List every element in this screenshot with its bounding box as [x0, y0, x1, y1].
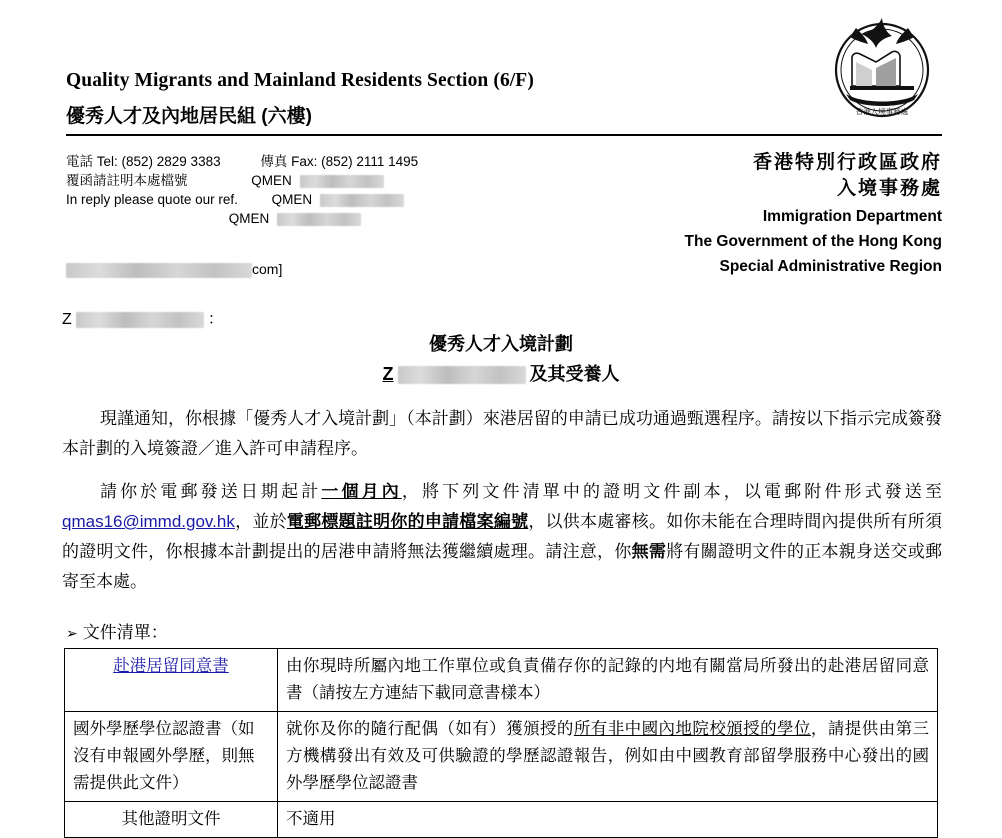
para2-part-f: ，以供本處審核。如你未能在合理時間內提供所有所須的證明文件，你根據本計劃提出的居港申請將無法獲繼續處理。請注意，你 [62, 512, 943, 561]
department-en-line1: Immigration Department [762, 208, 942, 225]
para2-deadline: 一個月內 [321, 482, 402, 501]
reference-code-3: QMEN [228, 211, 270, 226]
qmas-email-link[interactable]: qmas16@immd.gov.hk [62, 512, 235, 531]
department-en-line3: Special Administrative Region [719, 258, 942, 275]
consent-form-link[interactable]: 赴港居留同意書 [113, 657, 229, 675]
checklist-heading [66, 618, 168, 643]
subject-line-2 [0, 361, 1002, 388]
desc-part-1: 就你及你的隨行配偶（如有）獲頒授的 [286, 720, 574, 738]
redaction-bar [76, 312, 204, 328]
letterhead-title-zh: 優秀人才及內地居民組 (六樓) [66, 106, 312, 127]
department-block [685, 150, 942, 277]
para2-part-c: ，將下列文件清單中的證明文件副本，以電郵附件形式發送至 [401, 482, 943, 501]
reference-label-zh: 覆函請註明本處檔號 [66, 173, 188, 188]
arrow-bullet-icon: ➢ [66, 625, 78, 641]
para2-no-need: 無需 [631, 542, 667, 561]
para2-part-d: ，並於 [234, 512, 287, 531]
reference-code-1: QMEN [251, 173, 292, 188]
recipient-email-suffix: com] [252, 261, 283, 277]
department-zh-line2: 入境事務處 [836, 178, 942, 199]
reference-code-2: QMEN [271, 192, 313, 207]
hk-immigration-crest-icon [822, 8, 942, 128]
desc-part-3: ，請提供由第三方機構發出有效及可供驗證的學歷認證報告，例如由中國教育部留學服務中心發出的國外學歷學位認證書 [286, 720, 930, 792]
table-cell-document-name [65, 649, 278, 712]
table-row [65, 802, 938, 838]
para2-part-h: 將有關證明文件的正本親身送交或郵寄至本處。 [62, 542, 943, 591]
subject-line-1: 優秀人才入境計劃 [429, 334, 573, 354]
redaction-bar [300, 175, 384, 188]
reference-label-en: In reply please quote our ref. [66, 192, 238, 207]
department-zh-line1: 香港特別行政區政府 [752, 152, 942, 173]
reference-row-extra [66, 209, 418, 228]
para2-part-a: 請你於電郵發送日期起計 [100, 482, 322, 501]
recipient-email-line [66, 261, 282, 278]
para2-subject-note: 電郵標題註明你的申請檔案編號 [286, 512, 529, 531]
redaction-bar [277, 213, 361, 226]
redaction-bar [66, 263, 252, 278]
table-cell-document-name: 其他證明文件 [65, 802, 278, 838]
svg-text:香港入境事務處: 香港入境事務處 [855, 107, 909, 116]
subject-name-suffix: 及其受養人 [529, 364, 620, 384]
checklist-heading-text: 文件清單： [82, 623, 168, 642]
desc-part-2-underlined: 所有非中國內地院校頒授的學位 [573, 720, 811, 738]
body-paragraph-2 [62, 477, 942, 597]
subject-block [0, 331, 1002, 388]
table-cell-document-name: 國外學歷學位認證書（如沒有申報國外學歷，則無需提供此文件） [65, 712, 278, 802]
table-cell-description [278, 712, 938, 802]
salutation-suffix: ： [207, 311, 224, 328]
salutation-prefix: Z [62, 311, 72, 328]
table-row [65, 712, 938, 802]
header-divider [66, 134, 942, 136]
document-checklist-table [64, 648, 938, 838]
phone-fax-row [66, 152, 418, 171]
reference-row-en [66, 190, 418, 209]
salutation-line [62, 306, 224, 329]
letterhead-title-en: Quality Migrants and Mainland Residents Section (6/F) [66, 70, 534, 91]
body-paragraph-1: 現謹通知，你根據「優秀人才入境計劃」（本計劃）來港居留的申請已成功通過甄選程序。請按以下指示完成簽發本計劃的入境簽證／進入許可申請程序。 [62, 409, 942, 458]
reference-row-zh [66, 171, 418, 190]
letterhead-title [66, 70, 766, 128]
subject-name-prefix: Z [382, 364, 394, 384]
redaction-bar [398, 366, 526, 384]
table-cell-description: 由你現時所屬內地工作單位或負責備存你的記錄的内地有關當局所發出的赴港居留同意書（請按左方連結下載同意書樣本） [278, 649, 938, 712]
redaction-bar [320, 194, 404, 207]
table-cell-description: 不適用 [278, 802, 938, 838]
telephone-label: 電話 Tel: (852) 2829 3383 [66, 154, 221, 169]
table-row [65, 649, 938, 712]
contact-block [66, 152, 418, 228]
department-en-line2: The Government of the Hong Kong [684, 233, 942, 250]
letter-body [62, 404, 942, 610]
fax-label: 傳真 Fax: (852) 2111 1495 [260, 154, 419, 169]
